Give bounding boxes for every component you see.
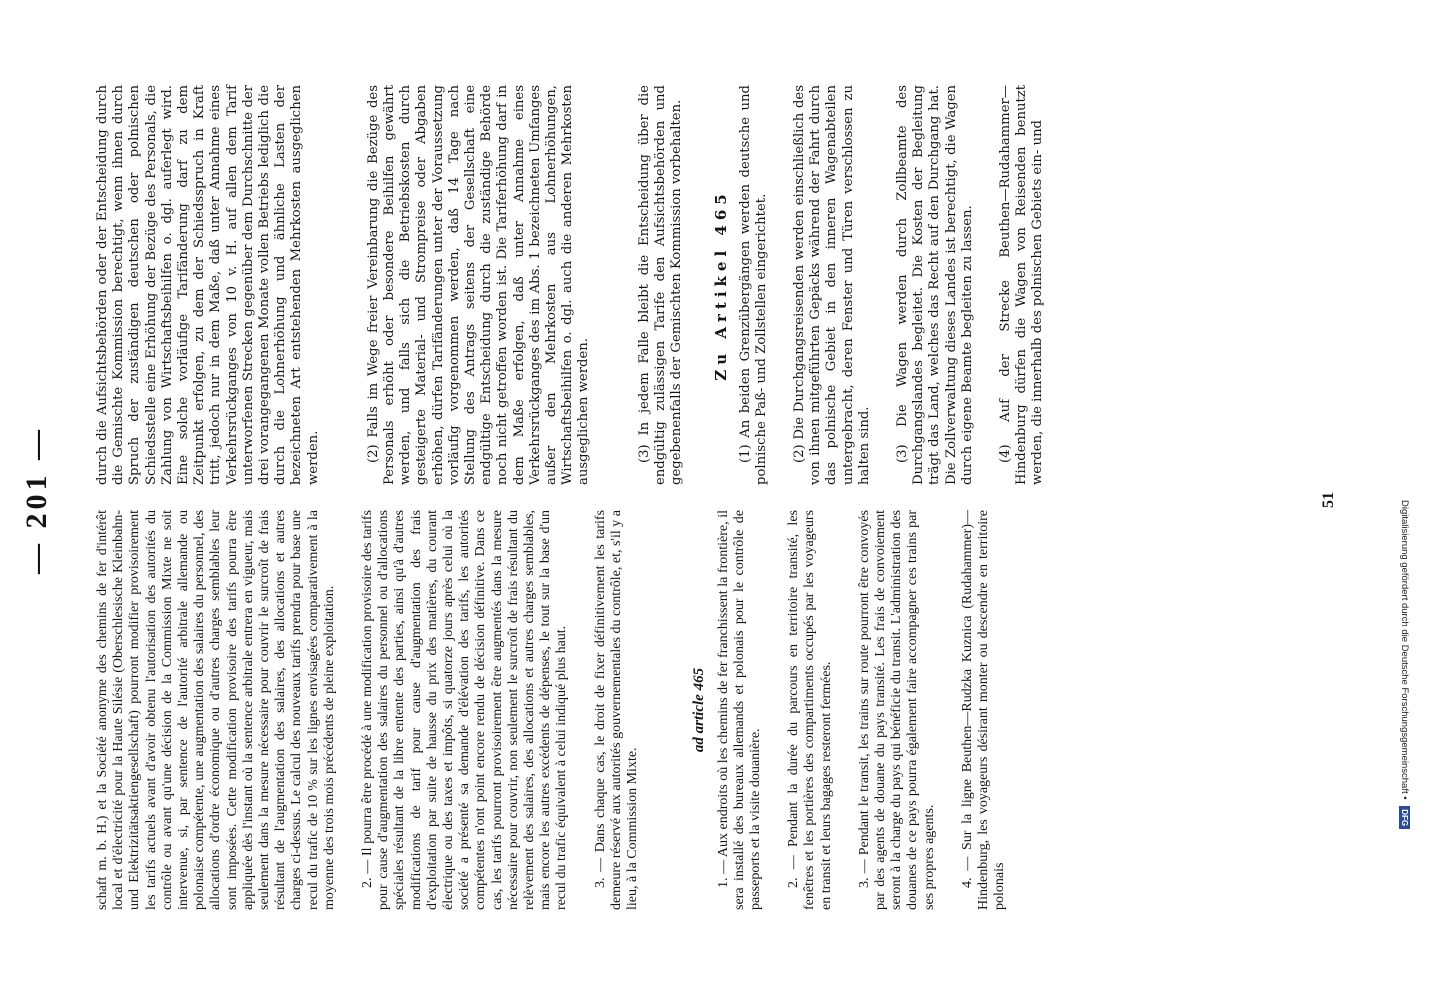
german-column xyxy=(95,85,1047,485)
french-article-clause-3: 3. — Pendant le transit, les trains sur route pourront être convoyés par des agents de douane du pays transité. Les frais de convoiement seront à la charge du pays qui bénéficie du transit. L'administration des douanes de ce pays pourra également faire accompagner ces trains par ses propres agents. xyxy=(856,510,937,910)
french-paragraph-1: schaft m. b. H.) et la Société anonyme des chemins de fer d'intérêt local et d'électricité pour la Haute Silésie (Oberschlesische Kleinbahn- und Elektrizitätsaktiengesellschaft) pourront modifier provisoirement les tarifs actuels avant d'avoir obtenu l'autorisation des autorités du contrôle ou avant qu'une décision de la Commission Mixte ne soit intervenue, si, par sentence de l'autorité arbitrale allemande ou polonaise compétente, une augmentation des salaires du personnel, des allocations d'ordre économique ou d'autres charges semblables leur sont imposées. Cette modification provisoire des tarifs pourra être appliquée dès l'instant où la sentence arbitrale entrera en vigueur, mais seulement dans la mesure nécessaire pour couvrir le surcroît de frais résultant de l'augmentation des salaires, des allocations et autres charges ci-dessus. Le calcul des nouveaux tarifs prendra pour base une recul du trafic de 10 % sur les lignes envisagées comparativement à la moyenne des trois mois précédents de pleine exploitation. xyxy=(95,510,337,910)
french-paragraph-2: 2. — Il pourra être procédé à une modification provisoire des tarifs pour cause d'augmentation des salaires du personnel ou d'allocations spéciales résultant de la libre entente des parties, ainsi qu'à d'autres modifications de tarif pour cause d'augmentation des frais d'exploitation par suite de hausse du prix des matières, du courant électrique ou des taxes et impôts, si quatorze jours après celui où la société a présenté sa demande d'élévation des tarifs, les autorités compétentes n'ont point encore rendu de décision définitive. Dans ce cas, les tarifs pourront provisoirement être augmentés dans la mesure nécessaire pour couvrir, non seulement le surcroît de frais résultant du relèvement des salaires, des allocations et autres charges semblables, mais encore les autres excédents de dépenses, le tout sur la base d'un recul du trafic équivalent à celui indiqué plus haut. xyxy=(360,510,570,910)
french-paragraph-3: 3. — Dans chaque cas, le droit de fixer définitivement les tarifs demeure réservé aux autorités gouvernementales du contrôle, et, s'il y a lieu, à la Commission Mixte. xyxy=(592,510,641,910)
german-article-clause-4: (4) Auf der Strecke Beuthen—Rudahammer—Hindenburg dürfen die Wagen von Reisenden benutzt werden, die innerhalb des polnischen Gebiets ein- und xyxy=(997,85,1046,485)
french-article-clause-1: 1. — Aux endroits où les chemins de fer franchissent la frontière, il sera installé des bureaux allemands et polonais pour le contrôle de passeports et la visite douanière. xyxy=(715,510,763,910)
digitization-note-text: Digitalisierung gefördert durch die Deutsche Forschungsgemeinschaft • xyxy=(1399,500,1410,800)
page-footer: 51 xyxy=(1320,492,1337,508)
german-article-clause-1: (1) An beiden Grenzübergängen werden deutsche und polnische Paß- und Zollstellen eingerichtet. xyxy=(737,85,769,485)
page-header: — 201 — xyxy=(20,426,53,574)
dfg-logo-icon: DFG xyxy=(1399,806,1410,829)
german-article-clause-3: (3) Die Wagen werden durch Zollbeamte des Durchgangslandes begleitet. Die Kosten der Begleitung trägt das Land, welches das Recht auf den Durchgang hat. Die Zollverwaltung dieses Landes ist berechtigt, die Wagen durch eigene Beamte begleiten zu lassen. xyxy=(894,85,975,485)
german-article-heading: Zu Artikel 465 xyxy=(712,189,731,381)
french-column xyxy=(95,510,1008,910)
german-paragraph-2: (2) Falls im Wege freier Vereinbarung die Bezüge des Personals erhöht oder besondere Beihilfen gewährt werden, und falls sich die Betriebskosten durch gesteigerte Material- und Strompreise oder Abgaben erhöhen, dürfen Tarifänderungen unter der Voraussetzung vorläufig vorgenommen werden, daß 14 Tage nach Stellung des Antrags seitens der Gesellschaft eine endgültige Entscheidung durch die zuständige Behörde noch nicht getroffen worden ist. Die Tariferhöhung darf in dem Maße erfolgen, daß unter Annahme eines Verkehrsrückganges des im Abs. 1 bezeichneten Umfanges außer den Mehrkosten aus Lohnerhöhungen, Wirtschaftsbeihilfen o. dgl. auch die anderen Mehrkosten ausgeglichen werden. xyxy=(365,85,592,485)
french-article-clause-4: 4. — Sur la ligne Beuthen—Rudzka Kuznica (Rudahammer)—Hindenburg, les voyageurs désirant monter ou descendre en territoire polonais xyxy=(959,510,1008,910)
german-paragraph-3: (3) In jedem Falle bleibt die Entscheidung über die endgültig zulässigen Tarife den Aufsichtsbehörden und gegebenenfalls der Gemischten Kommission vorbehalten. xyxy=(636,85,685,485)
french-article-clause-2: 2. — Pendant la durée du parcours en territoire transité, les fenêtres et les portières des compartiments occupés par les voyageurs en transit et leurs bagages resteront fermées. xyxy=(786,510,834,910)
german-article-clause-2: (2) Die Durchgangsreisenden werden einschließlich des von ihnen mitgeführten Gepäcks während der Fahrt durch das polnische Gebiet in den inneren Wagenabteilen untergebracht, deren Fenster und Türen verschlossen zu halten sind. xyxy=(791,85,872,485)
digitization-note xyxy=(1399,500,1410,829)
french-article-heading: ad article 465 xyxy=(691,667,708,753)
german-paragraph-1: durch die Aufsichtsbehörden oder der Entscheidung durch die Gemischte Kommission berechtigt, wenn ihnen durch Spruch der zuständigen deutschen oder polnischen Schiedsstelle eine Erhöhung der Bezüge des Personals, die Zahlung von Wirtschaftsbeihilfen o. dgl. auferlegt wird. Eine solche vorläufige Tarifänderung darf zu dem Zeitpunkt erfolgen, zu dem der Schiedsspruch in Kraft tritt, jedoch nur in dem Maße, daß unter Annahme eines Verkehrsrückganges von 10 v. H. auf allen dem Tarif unterworfenen Strecken gegenüber dem Durchschnitte der drei vorangegangenen Monate vollen Betriebs lediglich die durch die Lohnerhöhung und ähnliche Lasten der bezeichneten Art entstehenden Mehrkosten ausgeglichen werden. xyxy=(95,85,321,485)
